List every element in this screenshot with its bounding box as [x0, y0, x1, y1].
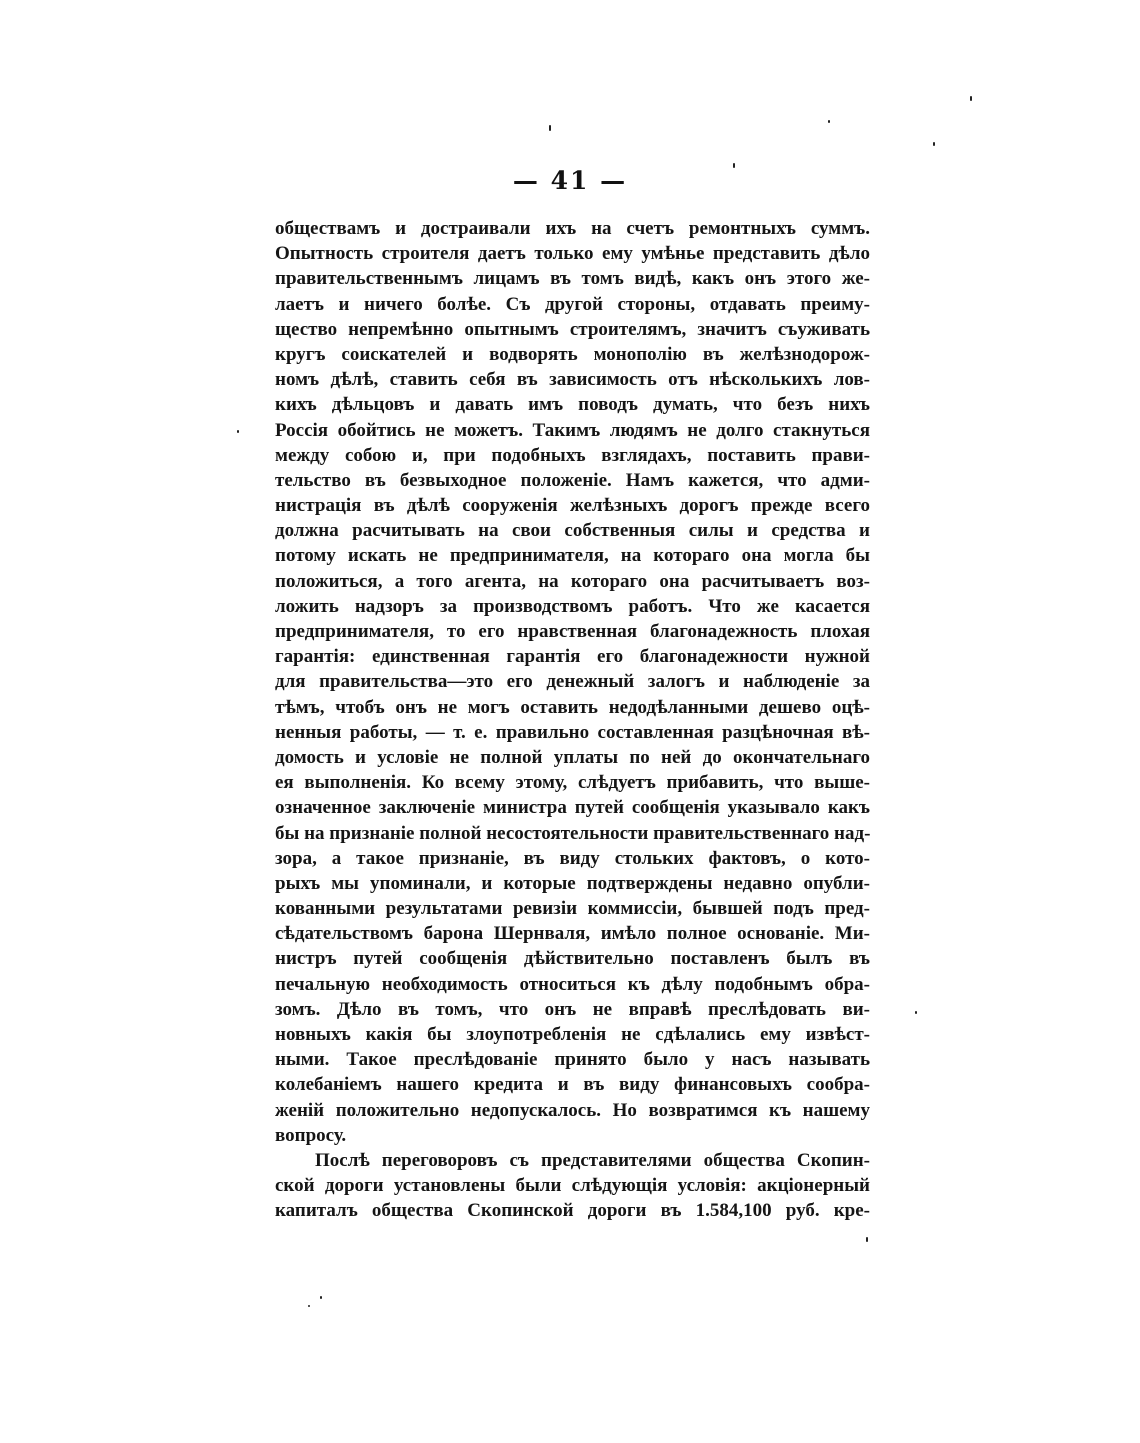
page-number: — 41 —	[512, 166, 628, 195]
paragraph-start-line: Послѣ переговоровъ съ представителями общества Скопин-	[315, 1149, 870, 1171]
scan-speck	[933, 142, 935, 146]
text-line: капиталъ общества Скопинской дороги въ 1.584,100 руб. кре-	[275, 1200, 870, 1222]
text-line: домость и условіе не полной уплаты по ней до окончательнаго	[275, 746, 870, 768]
text-line: между собою и, при подобныхъ взглядахъ, поставить прави-	[275, 444, 870, 466]
text-line: Опытность строителя даетъ только ему умѣнье представить дѣло	[275, 243, 870, 265]
scan-speck	[733, 163, 735, 168]
text-line: зора, а такое признаніе, въ виду стольких фактовъ, о кото-	[275, 847, 870, 869]
text-line: предпринимателя, то его нравственная благонадежность плохая	[275, 621, 870, 642]
text-line: потому искать не предпринимателя, на котораго она могла бы	[275, 545, 870, 567]
text-line: ными. Такое преслѣдованіе принято было у насъ называть	[275, 1049, 870, 1071]
text-line: нистръ путей сообщенія дѣйствительно поставленъ былъ въ	[275, 948, 870, 970]
text-line: сѣдательствомъ барона Шернваля, имѣло полное основаніе. Ми-	[275, 923, 870, 945]
text-line: означенное заключеніе министра путей сообщенія указывало какъ	[275, 797, 870, 819]
text-line: ненныя работы, — т. е. правильно составленная разцѣночная вѣ-	[275, 721, 870, 743]
text-line: ложить надзоръ за производствомъ работъ. Что же касается	[275, 595, 870, 617]
scan-speck	[866, 1237, 868, 1242]
scan-speck	[970, 96, 972, 101]
text-line: номъ дѣлѣ, ставить себя въ зависимость отъ нѣсколькихъ лов-	[275, 369, 870, 391]
text-line: лаетъ и ничего болѣе. Съ другой стороны, отдавать преиму-	[275, 293, 870, 315]
text-line: кихъ дѣльцовъ и давать имъ поводъ думать, что безъ нихъ	[275, 394, 870, 416]
text-line: щество непремѣнно опытнымъ строителямъ, значитъ съуживать	[275, 318, 870, 340]
scan-speck	[828, 120, 830, 123]
text-line: кованными результатами ревизіи коммиссіи, бывшей подъ пред-	[275, 898, 870, 920]
text-line: гарантія: единственная гарантія его благонадежности нужной	[275, 646, 870, 668]
scan-speck	[237, 430, 239, 433]
text-line: зомъ. Дѣло въ томъ, что онъ не вправѣ преслѣдовать ви-	[275, 998, 870, 1020]
body-text	[275, 216, 870, 1224]
scan-speck	[915, 1011, 917, 1014]
paragraph-end-line: вопросу.	[275, 1124, 347, 1146]
text-line: новныхъ какія бы злоупотребленія не сдѣлались ему извѣст-	[275, 1024, 870, 1045]
text-line: кругъ соискателей и водворять монополію въ желѣзнодорож-	[275, 343, 870, 365]
scan-speck	[308, 1305, 310, 1307]
text-line: печальную необходимость относиться къ дѣлу подобнымъ обра-	[275, 973, 870, 995]
scan-speck	[320, 1296, 322, 1299]
text-line: обществамъ и достраивали ихъ на счетъ ремонтныхъ суммъ.	[275, 218, 870, 239]
text-line: нистрація въ дѣлѣ сооруженія желѣзныхъ дорогъ прежде всего	[275, 495, 870, 517]
text-line: Россія обойтись не можетъ. Такимъ людямъ не долго стакнуться	[275, 419, 870, 441]
text-line: тѣмъ, чтобъ онъ не могъ оставить недодѣланными дешево оцѣ-	[275, 696, 870, 718]
text-line: бы на признаніе полной несостоятельности правительственнаго над-	[275, 822, 870, 844]
text-line: тельство въ безвыходное положеніе. Намъ кажется, что адми-	[275, 469, 870, 491]
text-line: рыхъ мы упоминали, и которые подтверждены недавно опубли-	[275, 872, 870, 894]
text-line: для правительства—это его денежный залогъ и наблюденіе за	[275, 671, 870, 693]
scan-speck	[549, 125, 551, 131]
text-line: ской дороги установлены были слѣдующія условія: акціонерный	[275, 1175, 870, 1197]
text-line: женій положительно недопускалось. Но возвратимся къ нашему	[275, 1099, 870, 1121]
text-line: правительственнымъ лицамъ въ томъ видѣ, какъ онъ этого же-	[275, 268, 870, 290]
text-line: колебаніемъ нашего кредита и въ виду финансовыхъ сообра-	[275, 1074, 870, 1096]
text-line: ея выполненія. Ко всему этому, слѣдуетъ прибавить, что выше-	[275, 772, 870, 794]
text-line: должна расчитывать на свои собственныя силы и средства и	[275, 520, 870, 542]
text-line: положиться, а того агента, на котораго она расчитываетъ воз-	[275, 570, 870, 592]
